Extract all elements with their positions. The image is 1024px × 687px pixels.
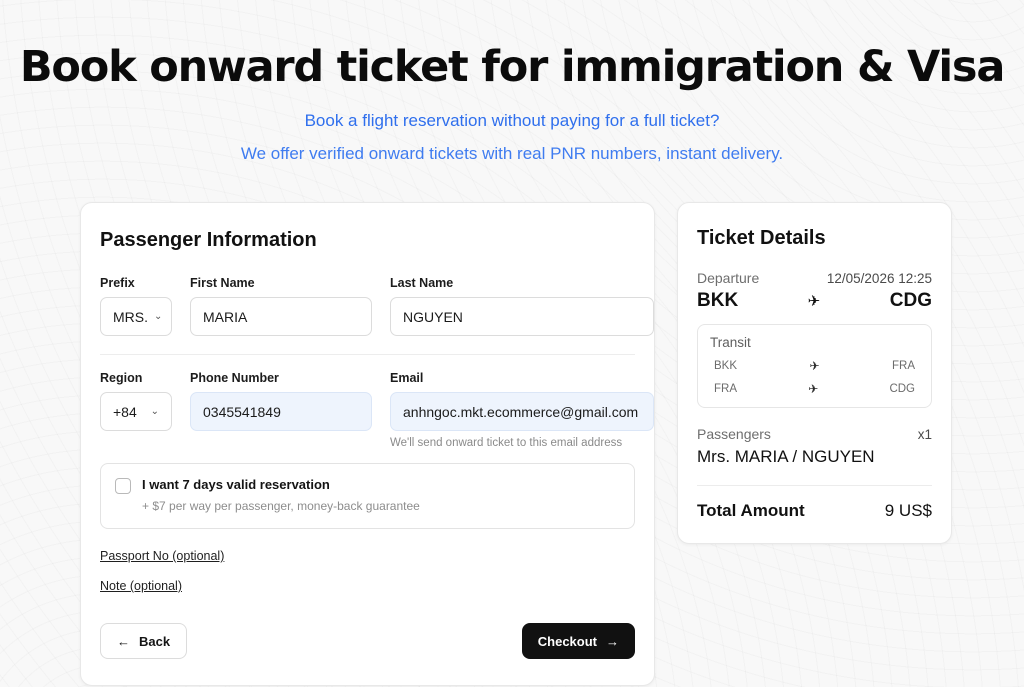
- reservation-option-subtitle: + $7 per way per passenger, money-back guarantee: [142, 499, 420, 513]
- back-button-label: Back: [139, 633, 171, 649]
- checkout-button-label: Checkout: [537, 633, 597, 649]
- hero-subtitle-1: Book a flight reservation without paying for a full ticket?: [304, 111, 720, 130]
- passengers-block: [697, 426, 932, 467]
- name-field-row: [100, 276, 635, 336]
- prefix-value: MRS.: [113, 308, 148, 325]
- passengers-label: Passengers: [697, 426, 771, 442]
- passenger-information-heading: Passenger Information: [100, 229, 317, 251]
- plane-icon: ✈: [807, 293, 821, 310]
- email-field: [390, 371, 654, 449]
- last-name-label: Last Name: [390, 276, 454, 290]
- total-row: [697, 501, 932, 521]
- back-button[interactable]: [100, 623, 187, 659]
- last-name-input[interactable]: NGUYEN: [390, 297, 654, 336]
- region-select[interactable]: [100, 392, 172, 431]
- transit-leg: [710, 382, 919, 396]
- passengers-count: x1: [917, 427, 932, 442]
- form-divider: [100, 354, 635, 355]
- transit-leg: [710, 359, 919, 373]
- arrow-left-icon: ←: [117, 633, 130, 649]
- plane-icon: ✈: [808, 382, 819, 396]
- note-link-row: [100, 577, 635, 595]
- contact-field-row: [100, 371, 639, 449]
- reservation-option-title: I want 7 days valid reservation: [142, 477, 330, 492]
- plane-icon: ✈: [809, 359, 820, 373]
- departure-datetime: 12/05/2026 12:25: [826, 271, 932, 286]
- form-actions: [100, 623, 635, 659]
- reservation-checkbox[interactable]: [115, 478, 131, 494]
- transit-box: [697, 324, 932, 408]
- transit-label: Transit: [710, 335, 751, 350]
- transit-leg-to: FRA: [891, 360, 915, 372]
- region-label: Region: [100, 371, 143, 385]
- chevron-down-icon: ⌄: [154, 311, 163, 322]
- passenger-name: Mrs. MARIA / NGUYEN: [697, 447, 875, 466]
- departure-label: Departure: [697, 270, 760, 286]
- checkout-button[interactable]: [522, 623, 635, 659]
- reservation-option-box[interactable]: [100, 463, 635, 529]
- first-name-label: First Name: [190, 276, 255, 290]
- prefix-field: [100, 276, 172, 336]
- hero-subtitle-2: We offer verified onward tickets with real PNR numbers, instant delivery.: [240, 144, 784, 163]
- destination-code: CDG: [889, 290, 932, 311]
- transit-leg-from: BKK: [714, 360, 738, 372]
- email-label: Email: [390, 371, 424, 385]
- prefix-label: Prefix: [100, 276, 135, 290]
- passengers-row: [697, 426, 932, 442]
- ticket-divider: [697, 485, 932, 486]
- ticket-details-card: [677, 202, 952, 544]
- arrow-right-icon: →: [606, 633, 619, 649]
- total-amount-value: 9 US$: [884, 501, 932, 520]
- passport-link-row: [100, 547, 635, 565]
- email-input[interactable]: anhngoc.mkt.ecommerce@gmail.com: [390, 392, 654, 431]
- email-helper-text: We'll send onward ticket to this email address: [390, 437, 623, 449]
- total-amount-label: Total Amount: [697, 501, 805, 520]
- passport-number-link[interactable]: Passport No (optional): [100, 549, 225, 563]
- first-name-field: [190, 276, 372, 336]
- note-link[interactable]: Note (optional): [100, 579, 182, 593]
- region-value: +84: [113, 403, 137, 420]
- main-content: [80, 202, 952, 686]
- prefix-select[interactable]: [100, 297, 172, 336]
- phone-label: Phone Number: [190, 371, 279, 385]
- region-field: [100, 371, 172, 449]
- phone-field: [190, 371, 372, 449]
- ticket-details-heading: Ticket Details: [697, 227, 826, 249]
- last-name-field: [390, 276, 654, 336]
- departure-row: [697, 270, 932, 286]
- passenger-information-card: [80, 202, 655, 686]
- transit-leg-to: CDG: [889, 383, 915, 395]
- first-name-input[interactable]: MARIA: [190, 297, 372, 336]
- chevron-down-icon: ⌄: [150, 406, 159, 417]
- phone-input[interactable]: 0345541849: [190, 392, 372, 431]
- page-title: Book onward ticket for immigration & Visa: [19, 42, 1005, 92]
- origin-code: BKK: [697, 290, 739, 311]
- transit-leg-from: FRA: [714, 383, 737, 395]
- route-row: [697, 290, 932, 312]
- hero-section: [0, 0, 1024, 164]
